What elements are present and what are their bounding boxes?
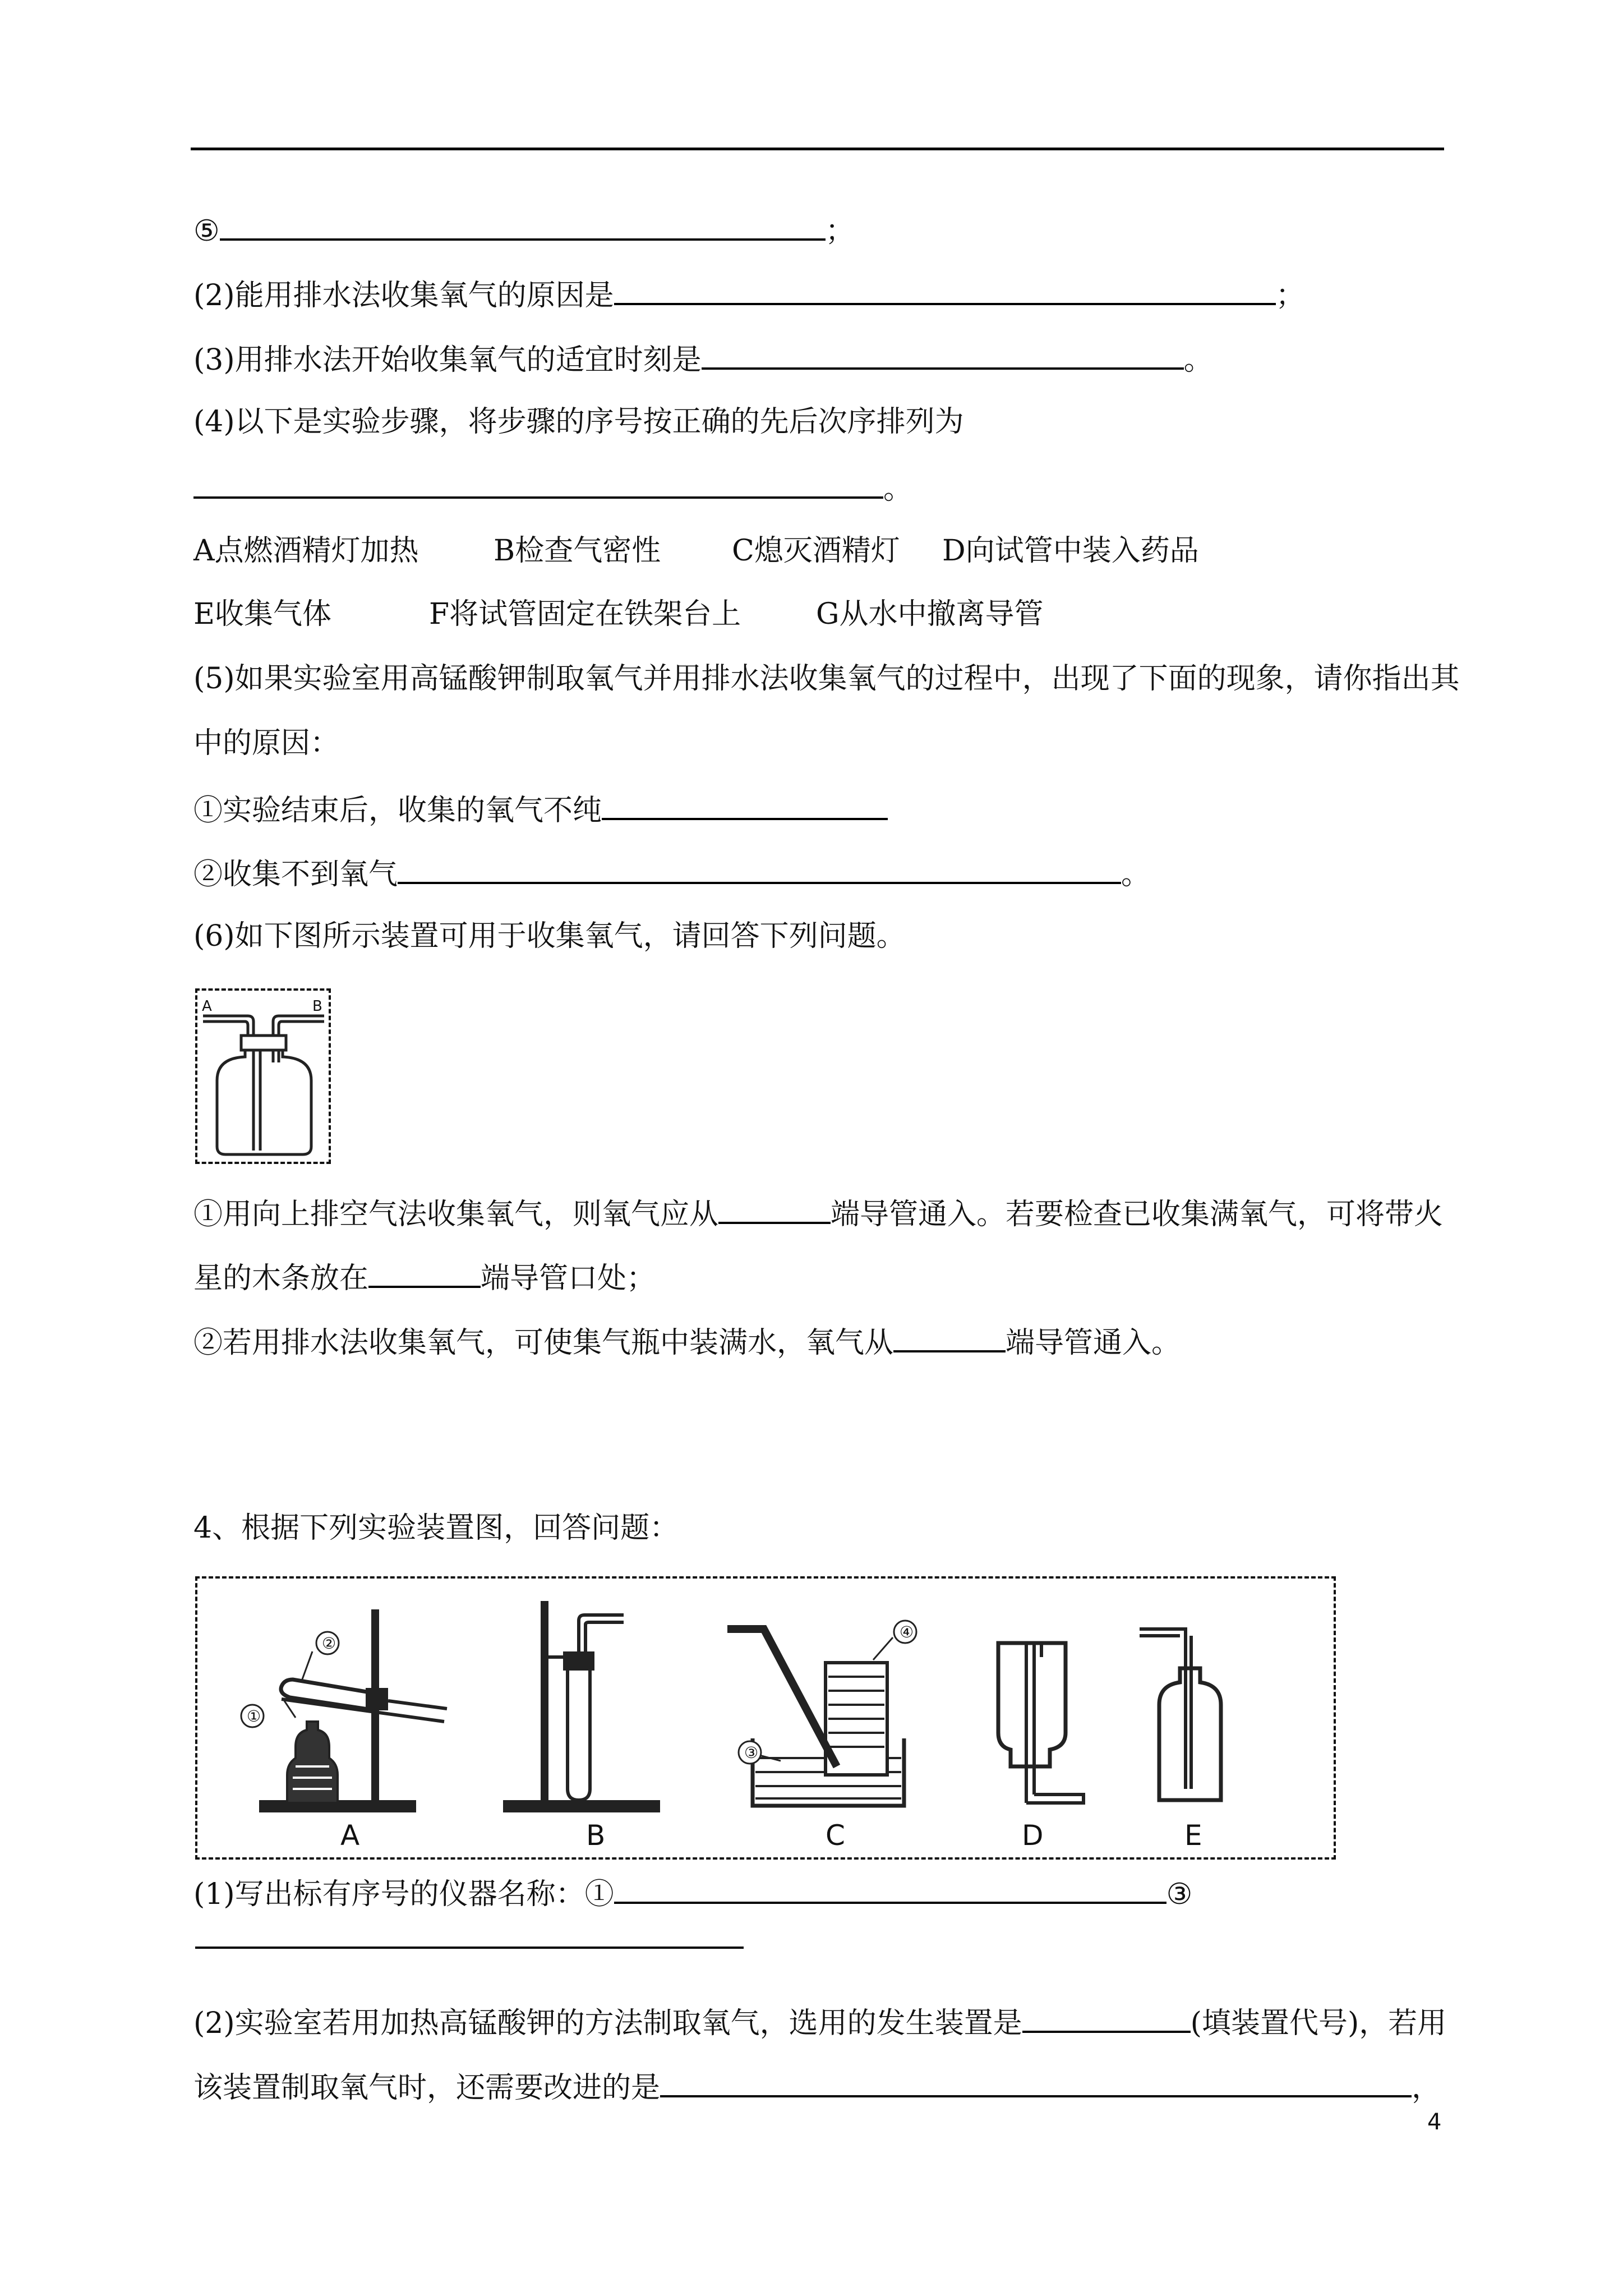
q3-6-item1-cont: 星的木条放在 端导管口处； bbox=[193, 1258, 656, 1296]
answer-blank[interactable] bbox=[702, 339, 1184, 370]
tube-label-b: B bbox=[312, 998, 322, 1015]
answer-blank[interactable] bbox=[660, 2067, 1412, 2097]
label-2: ② bbox=[322, 1634, 336, 1653]
q3-4-answer: 。 bbox=[193, 468, 912, 507]
answer-blank[interactable] bbox=[195, 1947, 744, 1949]
q3-1-item5: ⑤ ； bbox=[193, 210, 855, 249]
tube-label-a: A bbox=[202, 998, 212, 1015]
answer-blank[interactable] bbox=[398, 854, 1121, 884]
caption-a: A bbox=[340, 1819, 360, 1852]
step-g: G从水中撤离导管 bbox=[816, 597, 1044, 631]
step-f: F将试管固定在铁架台上 bbox=[429, 597, 741, 631]
q3-5-question-cont: 中的原因： bbox=[193, 726, 340, 760]
header-rule bbox=[191, 148, 1444, 150]
answer-blank[interactable] bbox=[614, 1874, 1166, 1904]
q3-4-question: (4)以下是实验步骤，将步骤的序号按正确的先后次序排列为 bbox=[193, 405, 964, 439]
q3-5-question: (5)如果实验室用高锰酸钾制取氧气并用排水法收集氧气的过程中，出现了下面的现象，请你指出其 bbox=[193, 662, 1460, 696]
item-label: ⑤ bbox=[193, 214, 220, 248]
step-e: E收集气体 bbox=[193, 597, 331, 631]
q3-6-item2: ②若用排水法收集氧气，可使集气瓶中装满水，氧气从 端导管通入。 bbox=[193, 1322, 1181, 1361]
caption-e: E bbox=[1184, 1819, 1202, 1852]
page-number: 4 bbox=[1427, 2109, 1442, 2135]
apparatus-c bbox=[727, 1621, 916, 1852]
q3-6-item1: ①用向上排空气法收集氧气，则氧气应从 端导管通入。若要检查已收集满氧气，可将带火 bbox=[193, 1194, 1443, 1232]
q3-3-question: (3)用排水法开始收集氧气的适宜时刻是 。 bbox=[193, 339, 1213, 378]
caption-d: D bbox=[1022, 1819, 1044, 1852]
gas-bottle-diagram bbox=[197, 991, 329, 1162]
q3-5-item2: ②收集不到氧气 。 bbox=[193, 854, 1150, 892]
step-a: A点燃酒精灯加热 bbox=[193, 534, 419, 568]
caption-c: C bbox=[826, 1819, 845, 1852]
q3-2-question: (2)能用排水法收集氧气的原因是 ； bbox=[193, 275, 1305, 314]
step-d: D向试管中装入药品 bbox=[942, 534, 1199, 568]
answer-blank[interactable] bbox=[193, 468, 883, 499]
q4-1-question: (1)写出标有序号的仪器名称：① ③ bbox=[193, 1874, 1192, 1912]
q4-2-question-cont: 该装置制取氧气时，还需要改进的是 ， bbox=[193, 2067, 1441, 2106]
apparatus-d bbox=[998, 1643, 1083, 1852]
answer-blank[interactable] bbox=[718, 1194, 831, 1224]
apparatus-e bbox=[1140, 1629, 1221, 1852]
caption-b: B bbox=[586, 1819, 606, 1852]
q4-question: 4、根据下列实验装置图，回答问题： bbox=[193, 1511, 679, 1545]
step-b: B检查气密性 bbox=[494, 534, 661, 568]
answer-blank[interactable] bbox=[614, 275, 1276, 305]
answer-blank[interactable] bbox=[893, 1322, 1006, 1352]
label-3: ③ bbox=[744, 1743, 759, 1762]
q4-2-question: (2)实验室若用加热高锰酸钾的方法制取氧气，选用的发生装置是 (填装置代号)，若用 bbox=[193, 2003, 1446, 2041]
gas-bottle-figure bbox=[195, 988, 331, 1164]
answer-blank[interactable] bbox=[1022, 2003, 1191, 2033]
answer-blank[interactable] bbox=[368, 1258, 481, 1288]
answer-blank[interactable] bbox=[602, 790, 888, 820]
answer-blank[interactable] bbox=[220, 210, 826, 241]
apparatus-diagram bbox=[197, 1579, 1334, 1857]
step-c: C熄灭酒精灯 bbox=[732, 534, 900, 568]
q3-5-item1: ①实验结束后，收集的氧气不纯 bbox=[193, 790, 888, 829]
apparatus-a bbox=[241, 1609, 447, 1852]
apparatus-b bbox=[503, 1601, 660, 1852]
label-4: ④ bbox=[900, 1623, 914, 1641]
label-1: ① bbox=[247, 1707, 261, 1726]
q3-6-question: (6)如下图所示装置可用于收集氧气，请回答下列问题。 bbox=[193, 919, 906, 953]
apparatus-figure bbox=[195, 1576, 1336, 1860]
